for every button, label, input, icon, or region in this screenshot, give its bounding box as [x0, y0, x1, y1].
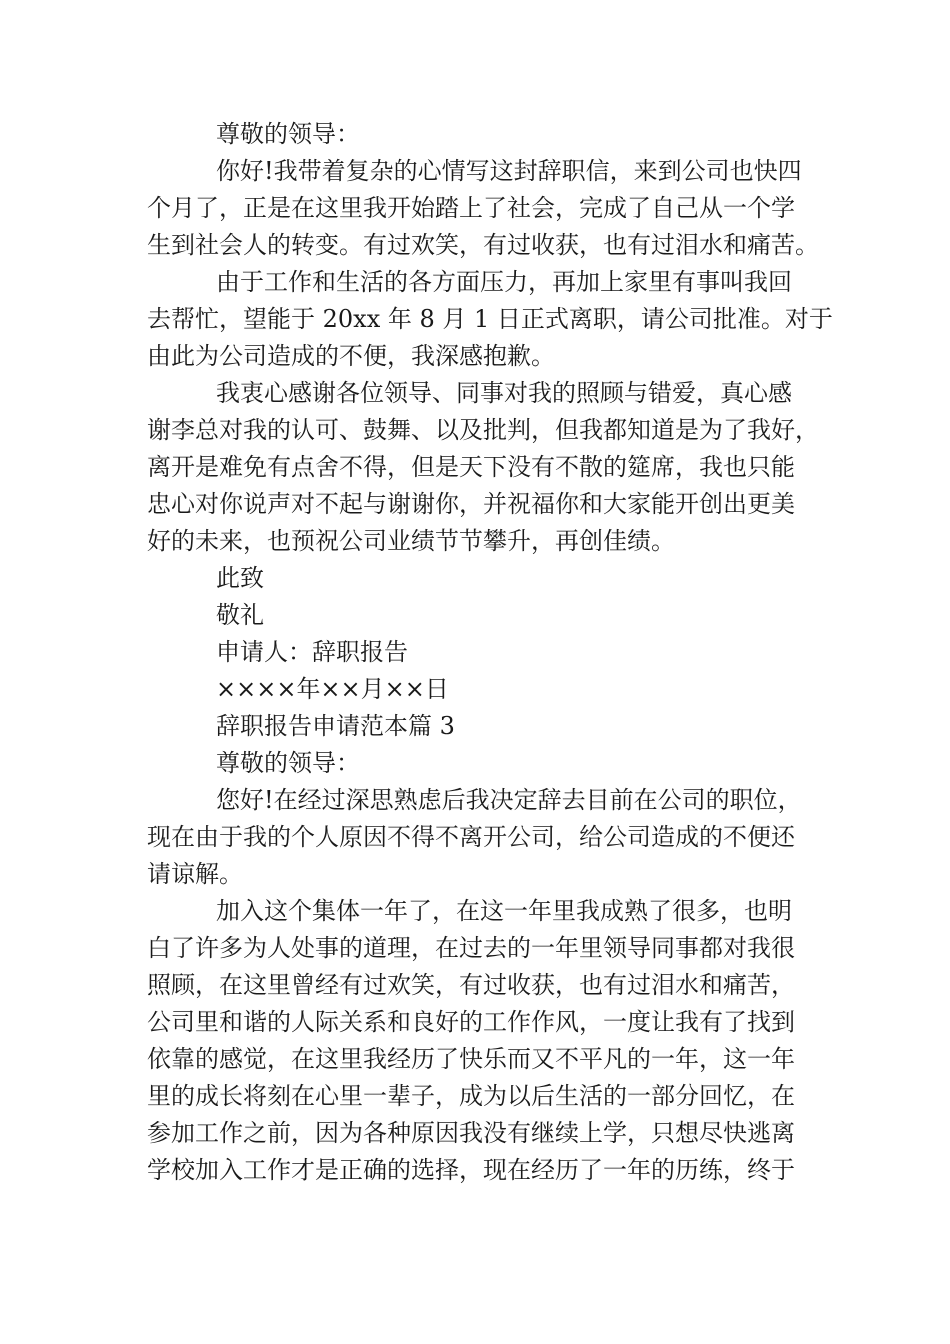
text-line: 公司里和谐的人际关系和良好的工作作风，一度让我有了找到	[147, 1008, 795, 1036]
text-line: 好的未来，也预祝公司业绩节节攀升，再创佳绩。	[147, 527, 675, 555]
closing-line: 敬礼	[216, 601, 264, 629]
text-line: 白了许多为人处事的道理，在过去的一年里领导同事都对我很	[147, 934, 795, 962]
text-line: 照顾，在这里曾经有过欢笑，有过收获，也有过泪水和痛苦，	[147, 971, 795, 999]
text-line: 尊敬的领导：	[216, 120, 360, 148]
text-line: 生到社会人的转变。有过欢笑，有过收获，也有过泪水和痛苦。	[147, 231, 819, 259]
text-line: 谢李总对我的认可、鼓舞、以及批判，但我都知道是为了我好，	[147, 416, 819, 444]
text-line: 去帮忙，望能于 20xx 年 8 月 1 日正式离职，请公司批准。对于	[147, 305, 833, 333]
text-line: 由于工作和生活的各方面压力，再加上家里有事叫我回	[216, 268, 792, 296]
text-line: 离开是难免有点舍不得，但是天下没有不散的筵席，我也只能	[147, 453, 795, 481]
section-title: 辞职报告申请范本篇 3	[216, 712, 455, 740]
text-line: 里的成长将刻在心里一辈子，成为以后生活的一部分回忆，在	[147, 1082, 795, 1110]
text-line: 您好!在经过深思熟虑后我决定辞去目前在公司的职位，	[216, 786, 802, 814]
text-line: 加入这个集体一年了，在这一年里我成熟了很多，也明	[216, 897, 792, 925]
text-line: 尊敬的领导：	[216, 749, 360, 777]
text-line: 请谅解。	[147, 860, 243, 888]
date-line: ××××年××月××日	[216, 675, 449, 703]
text-line: 由此为公司造成的不便，我深感抱歉。	[147, 342, 555, 370]
text-line: 我衷心感谢各位领导、同事对我的照顾与错爱，真心感	[216, 379, 792, 407]
applicant-line: 申请人：辞职报告	[216, 638, 408, 666]
text-line: 参加工作之前，因为各种原因我没有继续上学，只想尽快逃离	[147, 1119, 795, 1147]
text-line: 现在由于我的个人原因不得不离开公司，给公司造成的不便还	[147, 823, 795, 851]
closing-line: 此致	[216, 564, 264, 592]
text-line: 忠心对你说声对不起与谢谢你，并祝福你和大家能开创出更美	[147, 490, 795, 518]
text-line: 你好!我带着复杂的心情写这封辞职信，来到公司也快四	[216, 157, 802, 185]
document-body	[147, 116, 833, 1189]
text-line: 学校加入工作才是正确的选择，现在经历了一年的历练，终于	[147, 1156, 795, 1184]
text-line: 依靠的感觉，在这里我经历了快乐而又不平凡的一年，这一年	[147, 1045, 795, 1073]
text-line: 个月了，正是在这里我开始踏上了社会，完成了自己从一个学	[147, 194, 795, 222]
